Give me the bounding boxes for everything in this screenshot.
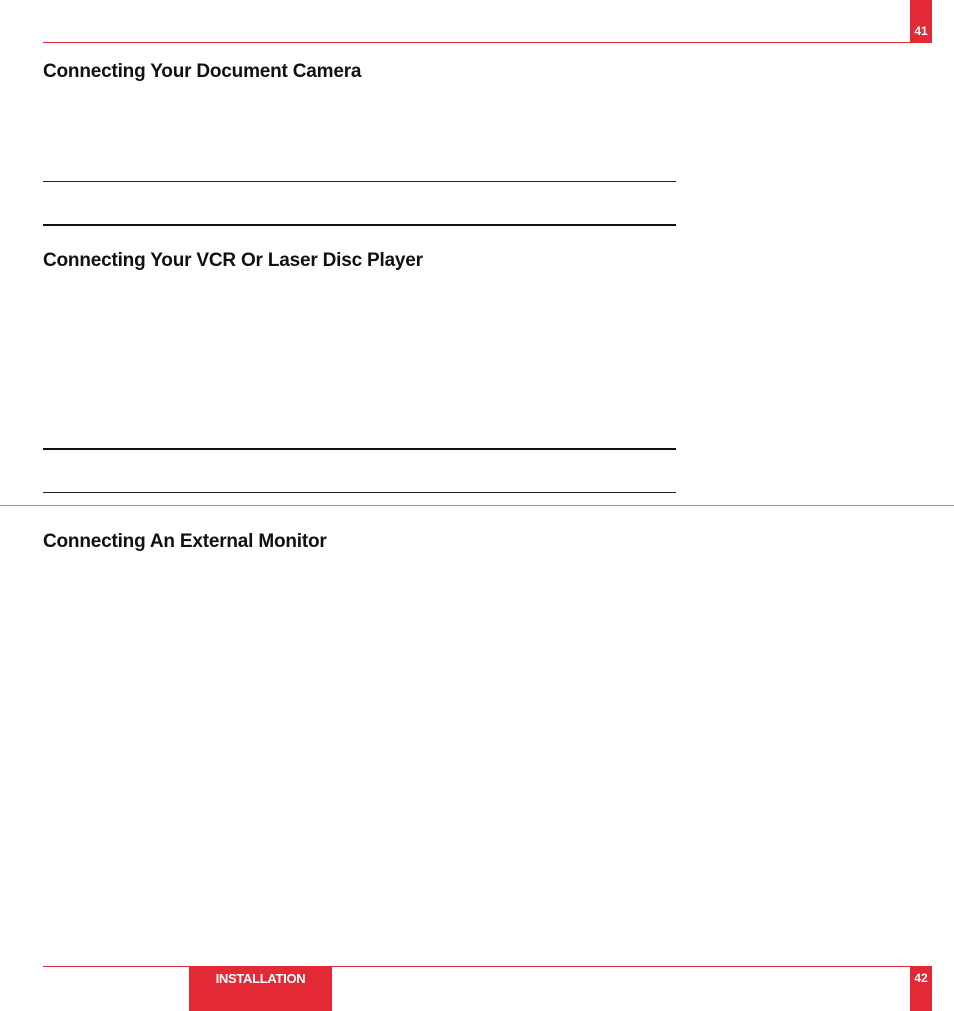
bottom-footer-rule bbox=[43, 966, 911, 967]
page-number-tab-top bbox=[910, 0, 932, 43]
divider-rule bbox=[43, 448, 676, 450]
page-split-rule bbox=[0, 505, 954, 506]
section-heading-vcr-laser-disc: Connecting Your VCR Or Laser Disc Player bbox=[43, 250, 423, 271]
section-heading-external-monitor: Connecting An External Monitor bbox=[43, 531, 327, 552]
section-tab-label: INSTALLATION bbox=[215, 971, 306, 986]
page-number-top: 41 bbox=[914, 23, 928, 38]
page-number-bottom: 42 bbox=[914, 971, 928, 985]
section-heading-document-camera: Connecting Your Document Camera bbox=[43, 61, 362, 82]
page-number-tab-bottom bbox=[910, 966, 932, 1011]
divider-rule bbox=[43, 181, 676, 182]
top-header-rule bbox=[43, 42, 911, 43]
divider-rule bbox=[43, 492, 676, 493]
divider-rule bbox=[43, 224, 676, 226]
section-tab-installation bbox=[189, 966, 332, 1011]
